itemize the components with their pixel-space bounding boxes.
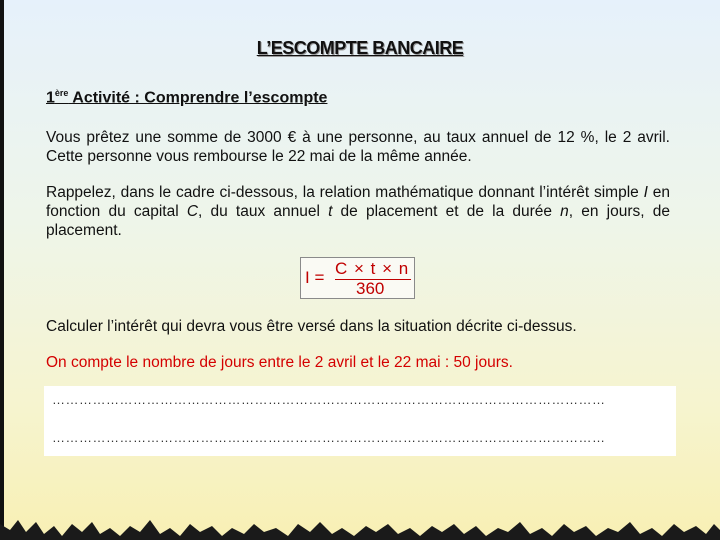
paragraph-problem: Vous prêtez une somme de 3000 € à une personne, au taux annuel de 12 %, le 2 avril. Cette personne vous rembourse le 22 mai de la même année. — [46, 129, 670, 165]
activity-number-suffix: ère — [54, 88, 69, 98]
text-segment: en fonction du capital — [46, 184, 670, 220]
activity-label: Activité : Comprendre l’escompte — [68, 89, 328, 107]
var-duration: n — [560, 203, 569, 220]
answer-area[interactable] — [44, 386, 676, 456]
text-segment: de placement et de la durée — [332, 203, 561, 220]
answer-text: On compte le nombre de jours entre le 2 avril et le 22 mai : 50 jours. — [46, 354, 513, 371]
var-interest: I — [643, 184, 648, 201]
page-title: L’ESCOMPTE BANCAIRE — [256, 38, 464, 58]
activity-heading — [46, 88, 327, 107]
grass-decoration — [0, 510, 720, 540]
formula-box — [300, 257, 415, 299]
formula-numerator: C × t × n — [335, 259, 410, 278]
var-rate: t — [328, 203, 333, 220]
formula-denominator: 360 — [356, 279, 385, 298]
activity-number: 1 — [46, 89, 55, 107]
paragraph-question: Calculer l’intérêt qui devra vous être versé dans la situation décrite ci-dessus. — [46, 318, 577, 335]
var-capital: C — [186, 203, 199, 220]
text-segment: Rappelez, dans le cadre ci-dessous, la relation mathématique donnant l’intérêt simple — [46, 184, 644, 201]
text-segment: , du taux annuel — [198, 203, 329, 220]
text-segment: , en jours, de placement. — [46, 203, 670, 239]
paragraph-instruction — [46, 183, 670, 240]
formula-lhs: I = — [305, 268, 325, 287]
dotted-line: …………………………………………………………………………………………………………… — [52, 430, 606, 445]
dotted-line: …………………………………………………………………………………………………………… — [52, 392, 606, 407]
left-edge-border — [0, 0, 4, 540]
